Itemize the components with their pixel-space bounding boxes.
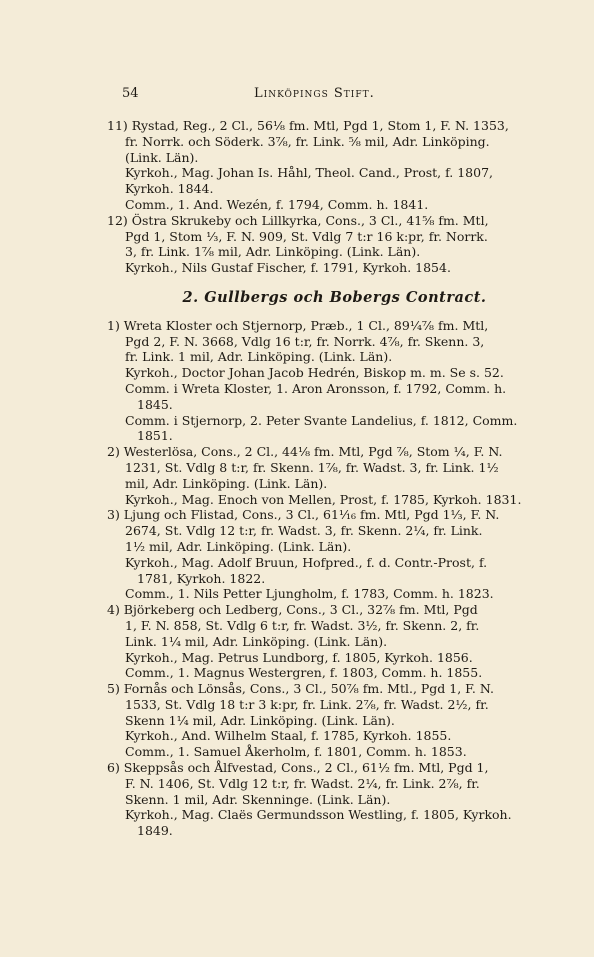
parish-line: 2) Westerlösa, Cons., 2 Cl., 44⅛ fm. Mtl, Pgd ⅞, Stom ¼, F. N.	[107, 444, 503, 460]
parish-entry	[107, 444, 562, 507]
parish-entry	[107, 118, 562, 213]
parish-line: 1533, St. Vdlg 18 t:r 3 k:pr, fr. Link. 2⅞, fr. Wadst. 2½, fr.	[125, 696, 489, 712]
clergy-line: Kyrkoh., And. Wilhelm Staal, f. 1785, Kyrkoh. 1855.	[125, 728, 452, 744]
clergy-line: Kyrkoh., Mag. Adolf Bruun, Hofpred., f. d. Contr.-Prost, f.	[125, 554, 488, 570]
parish-line: fr. Norrk. och Söderk. 3⅞, fr. Link. ⅝ mil, Adr. Linköping.	[125, 133, 490, 149]
section-title: 2. Gullbergs och Bobergs Contract.	[182, 288, 487, 306]
parish-line: 11) Rystad, Reg., 2 Cl., 56⅛ fm. Mtl, Pgd 1, Stom 1, F. N. 1353,	[107, 118, 509, 133]
parish-entry	[107, 213, 562, 276]
clergy-line: 1849.	[137, 823, 173, 839]
parish-line: 6) Skeppsås och Ålfvestad, Cons., 2 Cl., 61½ fm. Mtl, Pgd 1,	[107, 760, 489, 776]
parish-line: 1) Wreta Kloster och Stjernorp, Præb., 1 Cl., 89¼⅞ fm. Mtl,	[107, 317, 489, 333]
parish-line: 4) Björkeberg och Ledberg, Cons., 3 Cl., 32⅞ fm. Mtl, Pgd	[107, 602, 478, 618]
running-title: Linköpings Stift.	[254, 86, 375, 101]
parish-line: 2674, St. Vdlg 12 t:r, fr. Wadst. 3, fr. Skenn. 2¼, fr. Link.	[125, 523, 483, 539]
parish-entry	[107, 602, 562, 681]
page-number: 54	[122, 86, 139, 101]
clergy-line: 1845.	[137, 396, 173, 412]
parish-line: Pgd 2, F. N. 3668, Vdlg 16 t:r, fr. Norrk. 4⅞, fr. Skenn. 3,	[125, 333, 485, 349]
clergy-line: Comm. i Stjernorp, 2. Peter Svante Landelius, f. 1812, Comm.	[125, 412, 518, 428]
parish-line: 5) Fornås och Lönsås, Cons., 3 Cl., 50⅞ fm. Mtl., Pgd 1, F. N.	[107, 681, 494, 697]
clergy-line: Comm. i Wreta Kloster, 1. Aron Aronsson, f. 1792, Comm. h.	[125, 380, 507, 396]
parish-line: 12) Östra Skrukeby och Lillkyrka, Cons., 3 Cl., 41⅝ fm. Mtl,	[107, 212, 489, 228]
parish-line: fr. Link. 1 mil, Adr. Linköping. (Link. Län).	[125, 349, 393, 365]
parish-entry	[107, 681, 562, 760]
parish-line: mil, Adr. Linköping. (Link. Län).	[125, 475, 328, 491]
parish-line: 3) Ljung och Flistad, Cons., 3 Cl., 61⅟₁₆ fm. Mtl, Pgd 1⅓, F. N.	[107, 507, 500, 523]
parish-line: F. N. 1406, St. Vdlg 12 t:r, fr. Wadst. 2¼, fr. Link. 2⅞, fr.	[125, 775, 480, 791]
parish-line: Skenn. 1 mil, Adr. Skenninge. (Link. Län).	[125, 791, 391, 807]
clergy-line: 1781, Kyrkoh. 1822.	[137, 570, 266, 586]
parish-line: 1, F. N. 858, St. Vdlg 6 t:r, fr. Wadst. 3½, fr. Skenn. 2, fr.	[125, 617, 480, 633]
clergy-line: Comm., 1. Nils Petter Ljungholm, f. 1783, Comm. h. 1823.	[125, 586, 494, 602]
clergy-line: Comm., 1. Samuel Åkerholm, f. 1801, Comm. h. 1853.	[125, 744, 467, 760]
clergy-line: Kyrkoh. 1844.	[125, 181, 214, 197]
clergy-line: Kyrkoh., Nils Gustaf Fischer, f. 1791, Kyrkoh. 1854.	[125, 260, 451, 276]
top-entries	[107, 118, 562, 276]
parish-line: 1½ mil, Adr. Linköping. (Link. Län).	[125, 538, 352, 554]
clergy-line: Comm., 1. Magnus Westergren, f. 1803, Comm. h. 1855.	[125, 665, 483, 681]
clergy-line: Kyrkoh., Mag. Claës Germundsson Westling, f. 1805, Kyrkoh.	[125, 807, 512, 823]
page-content	[107, 118, 562, 839]
parish-line: 3, fr. Link. 1⅞ mil, Adr. Linköping. (Link. Län).	[125, 244, 421, 260]
clergy-line: Kyrkoh., Mag. Johan Is. Håhl, Theol. Cand., Prost, f. 1807,	[125, 165, 494, 181]
clergy-line: Kyrkoh., Mag. Enoch von Mellen, Prost, f. 1785, Kyrkoh. 1831.	[125, 491, 522, 507]
parish-line: Link. 1¼ mil, Adr. Linköping. (Link. Län).	[125, 633, 388, 649]
parish-line: (Link. Län).	[125, 149, 199, 165]
parish-line: Pgd 1, Stom ⅓, F. N. 909, St. Vdlg 7 t:r 16 k:pr, fr. Norrk.	[125, 228, 488, 244]
parish-entry	[107, 507, 562, 602]
parish-line: Skenn 1¼ mil, Adr. Linköping. (Link. Län).	[125, 712, 395, 728]
contract-entries	[107, 318, 562, 839]
clergy-line: Kyrkoh., Doctor Johan Jacob Hedrén, Biskop m. m. Se s. 52.	[125, 365, 504, 381]
parish-entry	[107, 318, 562, 444]
clergy-line: 1851.	[137, 428, 173, 444]
parish-line: 1231, St. Vdlg 8 t:r, fr. Skenn. 1⅞, fr. Wadst. 3, fr. Link. 1½	[125, 459, 499, 475]
parish-entry	[107, 760, 562, 839]
clergy-line: Comm., 1. And. Wezén, f. 1794, Comm. h. 1841.	[125, 196, 429, 212]
clergy-line: Kyrkoh., Mag. Petrus Lundborg, f. 1805, Kyrkoh. 1856.	[125, 649, 473, 665]
